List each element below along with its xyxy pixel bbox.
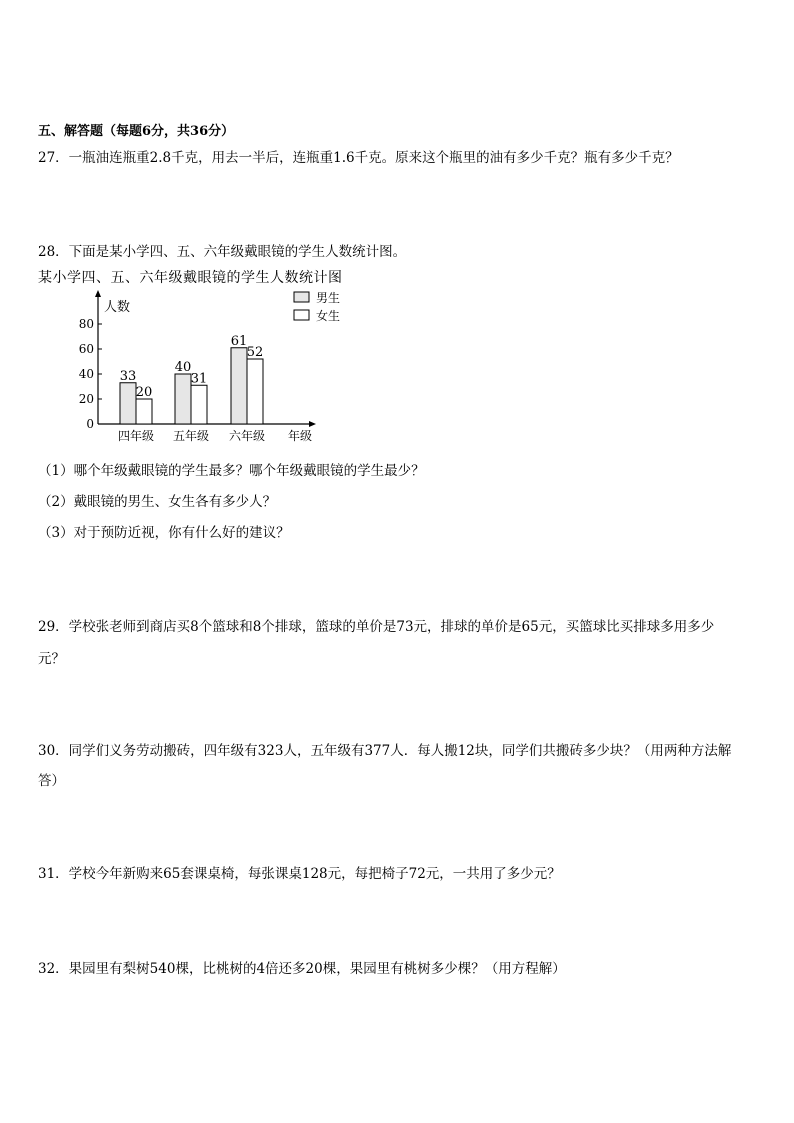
bar-girls: [191, 385, 207, 424]
question-28-sub-3: （3）对于预防近视，你有什么好的建议？: [38, 525, 290, 541]
bar-girls: [247, 359, 263, 424]
section-title: 五、解答题（每题6分，共36分）: [38, 124, 235, 139]
question-28-sub-2: （2）戴眼镜的男生、女生各有多少人？: [38, 494, 277, 510]
y-axis-arrow: [95, 290, 101, 297]
chart-title: 某小学四、五、六年级戴眼镜的学生人数统计图: [38, 270, 343, 286]
legend-label-boys: 男生: [316, 291, 341, 305]
question-32: 32．果园里有梨树540棵，比桃树的4倍还多20棵，果园里有桃树多少棵？（用方程解）: [38, 961, 566, 977]
bar-value-label: 20: [135, 385, 153, 400]
bar-value-label: 52: [246, 345, 264, 360]
y-tick-label: 60: [78, 342, 94, 356]
bar-value-label: 31: [190, 371, 208, 387]
bar-value-label: 40: [174, 360, 192, 375]
bar-value-label: 61: [230, 333, 248, 349]
x-axis-arrow: [309, 421, 316, 427]
bar-boys: [231, 348, 247, 424]
legend-label-girls: 女生: [316, 309, 341, 323]
legend-swatch-boys: [294, 292, 309, 302]
y-axis-label: 人数: [104, 300, 131, 315]
question-30-line-1: 30．同学们义务劳动搬砖，四年级有323人，五年级有377人．每人搬12块，同学们共搬砖多少块？（用两种方法解: [38, 743, 732, 759]
y-tick-label: 40: [78, 367, 94, 381]
x-category-label: 四年级: [117, 429, 155, 443]
bar-girls: [136, 399, 152, 424]
question-30-line-2: 答）: [38, 773, 65, 789]
question-28: 28．下面是某小学四、五、六年级戴眼镜的学生人数统计图。: [38, 244, 407, 260]
y-tick-label: 80: [78, 317, 94, 331]
bar-value-label: 33: [119, 368, 137, 384]
x-category-label: 六年级: [228, 429, 266, 443]
x-category-label: 五年级: [172, 429, 210, 443]
bar-chart: [60, 288, 350, 446]
x-axis-label: 年级: [288, 429, 313, 443]
question-27: 27．一瓶油连瓶重2.8千克，用去一半后，连瓶重1.6千克。原来这个瓶里的油有多少千克？瓶有多少千克？: [38, 150, 679, 166]
bar-boys: [175, 374, 191, 424]
question-29-line-2: 元？: [38, 651, 65, 667]
question-28-sub-1: （1）哪个年级戴眼镜的学生最多？哪个年级戴眼镜的学生最少？: [38, 463, 425, 479]
y-tick-label: 0: [86, 417, 94, 431]
y-tick-label: 20: [78, 392, 94, 406]
question-29-line-1: 29．学校张老师到商店买8个篮球和8个排球，篮球的单价是73元，排球的单价是65元，买篮球比买排球多用多少: [38, 619, 715, 635]
question-31: 31．学校今年新购来65套课桌椅，每张课桌128元，每把椅子72元，一共用了多少元？: [38, 866, 561, 882]
legend-swatch-girls: [294, 310, 309, 320]
bar-boys: [120, 383, 136, 424]
